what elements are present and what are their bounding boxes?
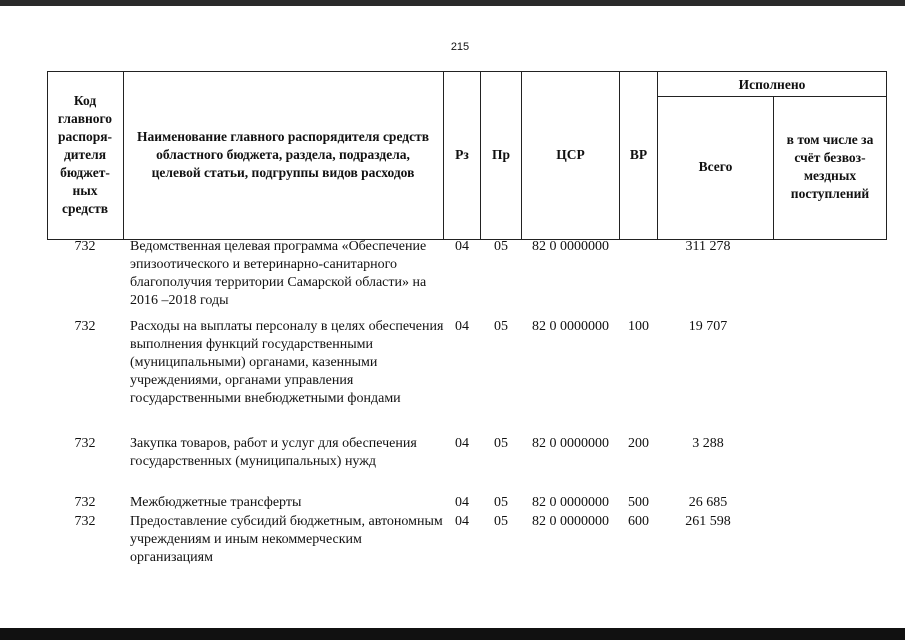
- header-total: Всего: [698, 158, 733, 174]
- row-code: 732: [74, 436, 96, 451]
- row-vr: 600: [628, 514, 649, 529]
- scan-border-top: [0, 0, 905, 6]
- row-pr: 05: [494, 436, 508, 451]
- row-total: 19 707: [688, 319, 728, 334]
- row-code: 732: [74, 239, 96, 254]
- header-pr: Пр: [491, 147, 510, 162]
- header-divider: [773, 96, 774, 239]
- row-vr: 200: [628, 436, 649, 451]
- row-rz: 04: [455, 514, 469, 529]
- row-vr: 100: [628, 319, 649, 334]
- row-rz: 04: [455, 319, 469, 334]
- row-csr: 82 0 0000000: [532, 436, 609, 451]
- row-name: Закупка товаров, работ и услуг для обеспечения государственных (муниципальных) нужд: [130, 436, 417, 469]
- scan-border-bottom: [0, 628, 905, 640]
- row-csr: 82 0 0000000: [532, 495, 609, 510]
- header-divider: [123, 72, 124, 239]
- row-code: 732: [74, 319, 96, 334]
- row-name: Межбюджетные трансферты: [130, 495, 302, 510]
- row-name: Предоставление субсидий бюджетным, автономным учреждениям и иным некоммерческим организациям: [130, 514, 443, 565]
- row-total: 26 685: [688, 495, 728, 510]
- row-code: 732: [74, 495, 96, 510]
- header-rz: Рз: [455, 147, 469, 162]
- row-total: 311 278: [685, 239, 731, 254]
- row-rz: 04: [455, 436, 469, 451]
- row-csr: 82 0 0000000: [532, 319, 609, 334]
- row-code: 732: [74, 514, 96, 529]
- header-csr: ЦСР: [556, 147, 585, 162]
- row-csr: 82 0 0000000: [532, 514, 609, 529]
- row-rz: 04: [455, 239, 469, 254]
- row-name: Ведомственная целевая программа «Обеспечение эпизоотического и ветеринарно-санитарного благополучия территории Самарской области» на 2016 –2018 годы: [130, 239, 427, 308]
- row-name: Расходы на выплаты персоналу в целях обеспечения выполнения функций государственными (муниципальными) органами, казенными учреждениями, органами управления государственными внебюджетными фондами: [130, 319, 444, 406]
- row-total: 3 288: [692, 436, 724, 451]
- header-incl: в том числе за счёт безвоз-мездных поступлений: [786, 131, 874, 201]
- row-rz: 04: [455, 495, 469, 510]
- header-code: Код главного распоря-дителя бюджет-ных средств: [57, 93, 113, 216]
- header-name: Наименование главного распорядителя средств областного бюджета, раздела, подраздела, целевой статьи, подгруппы видов расходов: [136, 129, 429, 180]
- page-number: 215: [450, 41, 470, 53]
- row-pr: 05: [494, 495, 508, 510]
- header-vr: ВР: [629, 147, 648, 162]
- row-vr: 500: [628, 495, 649, 510]
- row-pr: 05: [494, 319, 508, 334]
- row-pr: 05: [494, 239, 508, 254]
- header-executed: Исполнено: [738, 77, 806, 92]
- row-csr: 82 0 0000000: [532, 239, 609, 254]
- row-pr: 05: [494, 514, 508, 529]
- row-total: 261 598: [685, 514, 731, 529]
